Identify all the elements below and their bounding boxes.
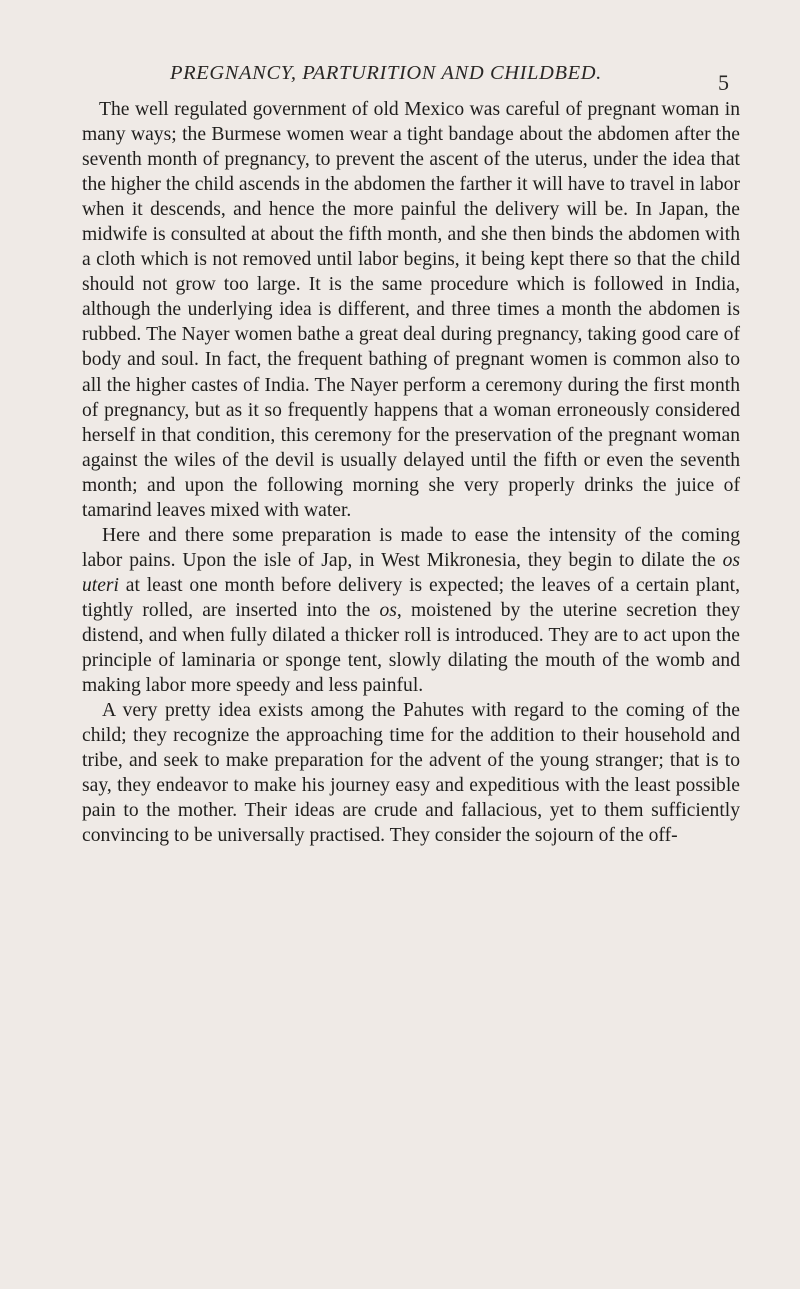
paragraph [82,97,740,523]
italic-term: os [379,599,397,621]
text-segment: The well regulated government of old Mexico was careful of pregnant woman in many ways; the Burmese women wear a tight bandage about the abdomen after the seventh month of pregnancy, to prevent the ascent of the uterus, under the idea that the higher the child ascends in the abdomen the farther it will have to travel in labor when it descends, and hence the more painful the delivery will be. In Japan, the midwife is consulted at about the fifth month, and she then binds the abdomen with a cloth which is not removed until labor begins, it being kept there so that the child should not grow too large. It is the same procedure which is followed in India, although the underlying idea is different, and three times a month the abdomen is rubbed. The Nayer women bathe a great deal during pregnancy, taking good care of body and soul. In fact, the frequent bathing of pregnant women is common also to all the higher castes of India. The Nayer perform a ceremony during the first month of pregnancy, but as it so frequently happens that a woman erroneously considered herself in that condition, this ceremony for the preservation of the pregnant woman against the wiles of the devil is usually delayed until the fifth or even the seventh month; and upon the following morning she very properly drinks the juice of tamarind leaves mixed with water. [82,99,740,521]
text-segment: Here and there some preparation is made to ease the intensity of the coming labor pains. Upon the isle of Jap, in West Mikronesia, they begin to dilate the [82,524,740,571]
page-header [0,62,800,95]
text-segment: , moistened by the uterine secretion they distend, and when fully dilated a thicker roll is introduced. They are to act upon the principle of laminaria or sponge tent, slowly dilating the mouth of the womb and making labor more speedy and less painful. [82,599,740,697]
text-segment: A very pretty idea exists among the Pahutes with regard to the coming of the child; they recognize the approaching time for the addition to their household and tribe, and seek to make preparation for the advent of the young stranger; that is to say, they endeavor to make his journey easy and expeditious with the least possible pain to the mother. Their ideas are crude and fallacious, yet to them sufficiently convincing to be universally practised. They consider the sojourn of the off- [82,700,740,847]
running-head: PREGNANCY, PARTURITION AND CHILDBED. [170,62,602,84]
paragraph [82,698,740,848]
page-number: 5 [718,70,729,95]
text-segment: at least one month before delivery is expected; the leaves of a certain plant, tightly rolled, are inserted into the [82,574,740,621]
body-text [82,97,740,848]
italic-term: os uteri [82,549,740,596]
paragraph [82,523,740,698]
